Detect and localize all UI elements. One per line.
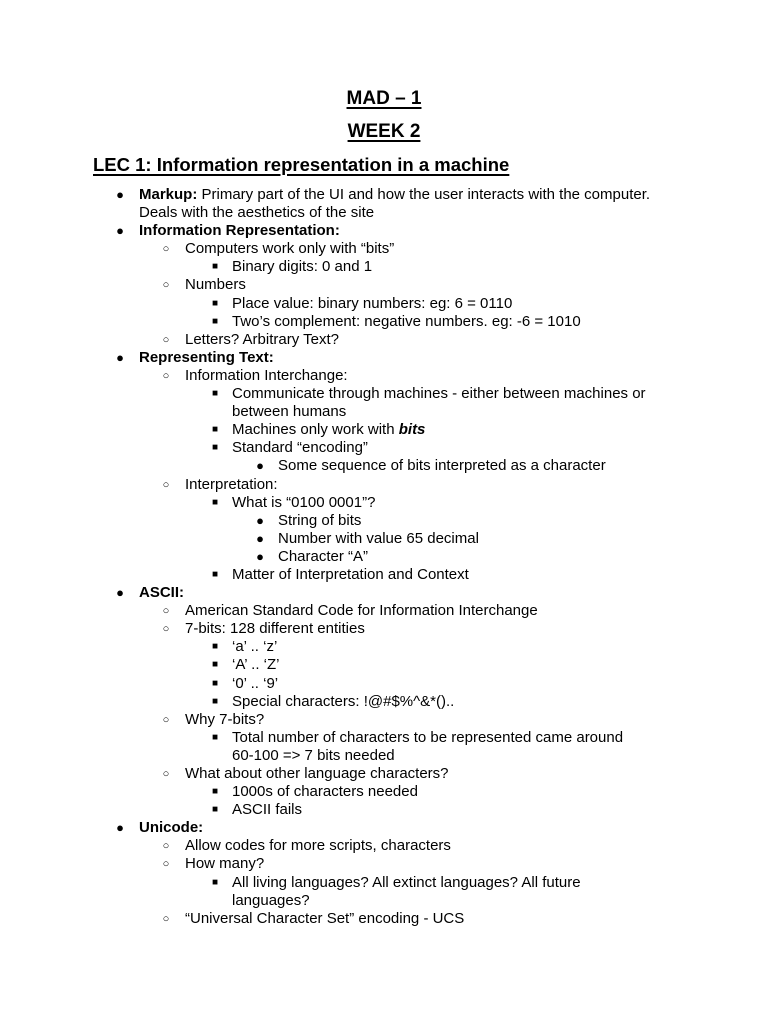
list-item-text [139, 349, 274, 367]
list-item-text [185, 910, 464, 928]
text-run: ‘a’ .. ‘z’ [232, 638, 278, 656]
bullet-circle-icon: ○ [162, 713, 170, 726]
list-item [0, 258, 768, 276]
text-run: Standard “encoding” [232, 439, 368, 457]
bullet-circle-icon: ○ [162, 840, 170, 853]
list-item [0, 385, 768, 421]
list-item-text [232, 638, 277, 656]
list-item [0, 602, 768, 620]
list-item-text [139, 222, 340, 240]
list-item-text [185, 855, 264, 873]
emphasis-text: Information Representation: [139, 222, 340, 240]
list-item-text [185, 240, 394, 258]
text-run: Some sequence of bits interpreted as a character [278, 457, 606, 475]
bullet-circle-icon: ○ [162, 333, 170, 346]
text-run: What is “0100 0001”? [232, 493, 376, 511]
text-run: Computers work only with “bits” [185, 240, 395, 258]
lecture-heading: LEC 1: Information representation in a machine [93, 154, 510, 175]
list-item-text [185, 276, 246, 294]
list-item [0, 638, 768, 656]
text-run: All living languages? All extinct languages? All future [232, 873, 581, 891]
bullet-square-icon: ■ [211, 261, 219, 273]
list-item-text [232, 295, 512, 313]
bullet-circle-icon: ○ [162, 623, 170, 636]
list-item [0, 729, 768, 765]
list-item-text [185, 367, 348, 385]
list-item [0, 910, 768, 928]
list-item [0, 476, 768, 494]
text-run: Place value: binary numbers: eg: 6 = 0110 [232, 294, 513, 312]
bullet-circle-icon: ○ [162, 605, 170, 618]
list-item [0, 367, 768, 385]
bullet-circle-icon: ○ [162, 243, 170, 256]
emphasis-text: bits [398, 421, 426, 439]
text-run: Special characters: !@#$%^&*().. [232, 692, 455, 710]
emphasis-text: Markup: [139, 186, 198, 203]
page-title: MAD – 1 [346, 88, 422, 109]
bullet-circle-icon: ○ [162, 478, 170, 491]
list-item-text [278, 530, 479, 548]
list-item-text [232, 439, 368, 457]
text-run: Two’s complement: negative numbers. eg: -6 = 1010 [232, 312, 581, 330]
list-item [0, 874, 768, 910]
list-item-text [185, 620, 365, 638]
list-item [0, 819, 768, 837]
list-item-text [232, 403, 346, 421]
page-subtitle: WEEK 2 [347, 121, 421, 142]
list-item [0, 313, 768, 331]
bullet-square-icon: ■ [211, 442, 219, 454]
list-item-text [232, 313, 581, 331]
bullet-disc-icon: ● [256, 530, 264, 546]
list-item-text [232, 421, 425, 439]
list-item [0, 693, 768, 711]
bullet-disc-icon: ● [116, 187, 124, 202]
list-item [0, 457, 768, 475]
text-run: Information Interchange: [185, 366, 348, 384]
text-run: Number with value 65 decimal [278, 529, 479, 547]
bullet-square-icon: ■ [211, 315, 219, 327]
emphasis-text: ASCII: [139, 584, 184, 602]
list-item-text [139, 204, 374, 222]
list-item [0, 421, 768, 439]
list-item [0, 566, 768, 584]
text-run: 7-bits: 128 different entities [185, 620, 365, 638]
list-item-text [232, 892, 310, 910]
list-item-text [139, 584, 184, 602]
bullet-square-icon: ■ [211, 786, 219, 798]
text-run: Character “A” [278, 547, 369, 565]
bullet-square-icon: ■ [211, 424, 219, 436]
bullet-square-icon: ■ [211, 876, 219, 888]
list-item-text [185, 602, 538, 620]
list-item [0, 276, 768, 294]
list-item-text [232, 385, 646, 403]
list-item-text [139, 186, 650, 204]
list-item-text [278, 548, 368, 566]
bullet-square-icon: ■ [211, 659, 219, 671]
text-run: 1000s of characters needed [232, 783, 418, 801]
text-run: 60-100 => 7 bits needed [232, 746, 395, 764]
list-item [0, 656, 768, 674]
list-item-text [232, 494, 375, 512]
list-item-text [185, 476, 278, 494]
list-item-text [232, 747, 395, 765]
list-item [0, 765, 768, 783]
bullet-disc-icon: ● [116, 585, 124, 601]
list-item [0, 240, 768, 258]
list-item-text [185, 711, 264, 729]
notes-outline [0, 186, 768, 928]
list-item-text [232, 566, 469, 584]
bullet-square-icon: ■ [211, 695, 219, 707]
list-item [0, 349, 768, 367]
text-run: ‘0’ .. ‘9’ [232, 674, 279, 692]
text-run: String of bits [278, 511, 362, 529]
bullet-disc-icon: ● [256, 548, 264, 564]
emphasis-text: Unicode: [139, 819, 204, 837]
list-item-text [278, 457, 606, 475]
text-run: Machines only work with [232, 421, 399, 439]
bullet-square-icon: ■ [211, 731, 219, 743]
list-item [0, 837, 768, 855]
list-item [0, 801, 768, 819]
bullet-square-icon: ■ [211, 804, 219, 816]
list-item [0, 331, 768, 349]
bullet-square-icon: ■ [211, 677, 219, 689]
text-run: Why 7-bits? [185, 710, 265, 728]
list-item [0, 222, 768, 240]
bullet-circle-icon: ○ [162, 369, 170, 382]
bullet-square-icon: ■ [211, 388, 219, 400]
list-item [0, 675, 768, 693]
list-item [0, 548, 768, 566]
bullet-circle-icon: ○ [162, 768, 170, 780]
list-item-text [232, 874, 581, 892]
bullet-circle-icon: ○ [162, 912, 170, 925]
list-item-text [139, 819, 203, 837]
text-run: Communicate through machines - either between machines or [232, 385, 646, 403]
text-run: Letters? Arbitrary Text? [185, 330, 339, 348]
text-run: ASCII fails [232, 801, 303, 819]
list-item [0, 186, 768, 222]
text-run: Primary part of the UI and how the user interacts with the computer. [197, 186, 651, 203]
bullet-square-icon: ■ [211, 641, 219, 653]
list-item-text [232, 675, 278, 693]
list-item-text [232, 801, 302, 819]
text-run: “Universal Character Set” encoding - UCS [185, 909, 465, 927]
text-run: Deals with the aesthetics of the site [139, 204, 375, 222]
list-item [0, 711, 768, 729]
text-run: languages? [232, 891, 310, 909]
list-item-text [185, 837, 451, 855]
list-item-text [185, 765, 449, 783]
list-item [0, 295, 768, 313]
list-item-text [232, 783, 418, 801]
bullet-square-icon: ■ [211, 496, 219, 508]
text-run: What about other language characters? [185, 765, 449, 782]
list-item-text [232, 729, 623, 747]
list-item-text [185, 331, 339, 349]
bullet-disc-icon: ● [116, 349, 124, 365]
list-item-text [232, 656, 280, 674]
text-run: American Standard Code for Information Interchange [185, 602, 538, 620]
bullet-square-icon: ■ [211, 297, 219, 309]
bullet-disc-icon: ● [116, 820, 124, 836]
text-run: Binary digits: 0 and 1 [232, 258, 373, 276]
text-run: Matter of Interpretation and Context [232, 565, 469, 583]
list-item [0, 855, 768, 873]
list-item-text [278, 512, 361, 530]
emphasis-text: Representing Text: [139, 348, 274, 366]
text-run: Allow codes for more scripts, characters [185, 837, 451, 855]
text-run: between humans [232, 403, 347, 421]
bullet-circle-icon: ○ [162, 279, 170, 292]
list-item [0, 512, 768, 530]
list-item [0, 439, 768, 457]
list-item [0, 494, 768, 512]
text-run: Numbers [185, 276, 246, 294]
text-run: ‘A’ .. ‘Z’ [232, 656, 280, 674]
bullet-circle-icon: ○ [162, 858, 170, 871]
list-item [0, 783, 768, 801]
list-item-text [232, 693, 454, 711]
bullet-disc-icon: ● [256, 458, 264, 474]
text-run: Total number of characters to be represented came around [232, 728, 624, 746]
text-run: How many? [185, 855, 265, 873]
bullet-square-icon: ■ [211, 568, 219, 580]
bullet-disc-icon: ● [256, 512, 264, 528]
text-run: Interpretation: [185, 475, 278, 493]
list-item [0, 620, 768, 638]
bullet-disc-icon: ● [116, 223, 124, 239]
list-item-text [232, 258, 372, 276]
list-item [0, 530, 768, 548]
list-item [0, 584, 768, 602]
